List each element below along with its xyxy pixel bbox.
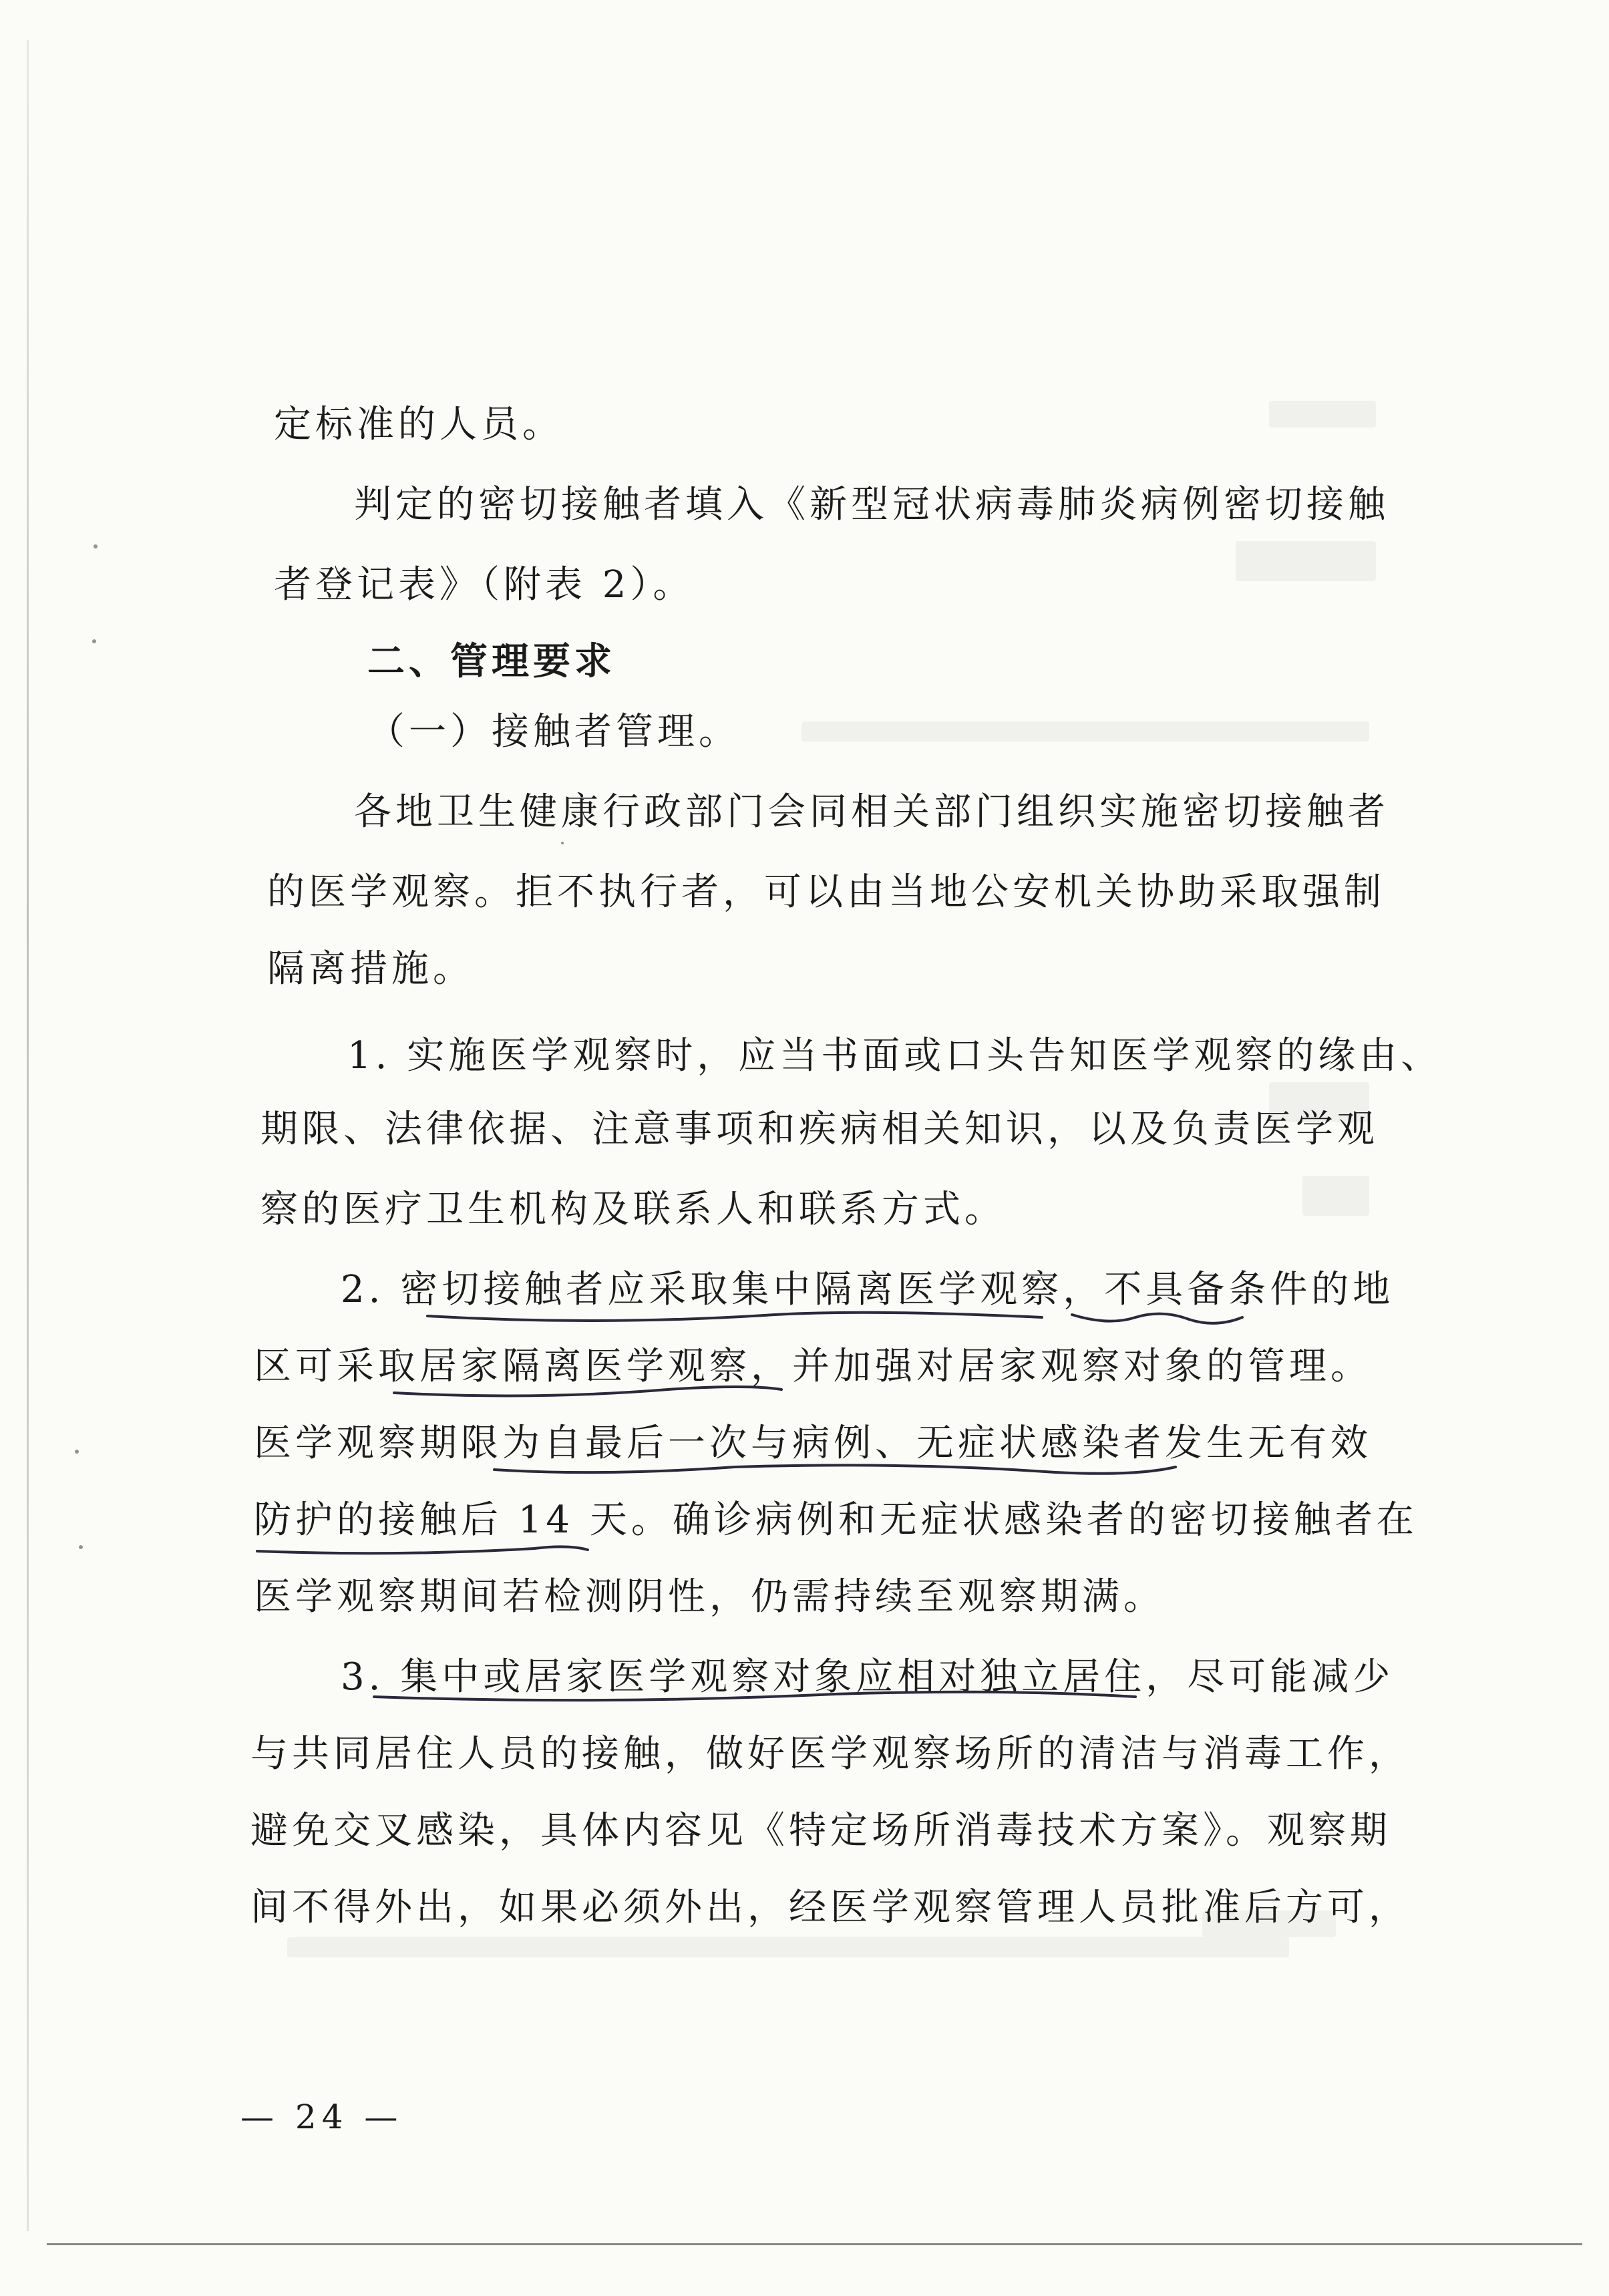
scan-edge bbox=[27, 40, 29, 2231]
body-line: 各地卫生健康行政部门会同相关部门组织实施密切接触者 bbox=[354, 790, 1389, 834]
scan-speck bbox=[79, 1545, 83, 1549]
body-line: 者登记表》（附表 2）。 bbox=[274, 563, 695, 607]
body-line: 与共同居住人员的接触，做好医学观察场所的清洁与消毒工作， bbox=[250, 1732, 1410, 1776]
body-line: 医学观察期间若检测阴性，仍需持续至观察期满。 bbox=[254, 1575, 1165, 1619]
body-line: 避免交叉感染，具体内容见《特定场所消毒技术方案》。观察期 bbox=[250, 1809, 1391, 1852]
body-line: 隔离措施。 bbox=[267, 947, 474, 991]
body-line: 3. 集中或居家医学观察对象应相对独立居住，尽可能减少 bbox=[341, 1655, 1395, 1699]
bleed-through bbox=[1302, 1176, 1369, 1216]
body-line: 察的医疗卫生机构及联系人和联系方式。 bbox=[260, 1188, 1006, 1231]
body-line: 间不得外出，如果必须外出，经医学观察管理人员批准后方可， bbox=[250, 1886, 1410, 1929]
body-line: 区可采取居家隔离医学观察，并加强对居家观察对象的管理。 bbox=[254, 1345, 1372, 1388]
subsection-heading: （一）接触者管理。 bbox=[367, 710, 740, 754]
section-heading: 二、管理要求 bbox=[367, 640, 616, 683]
body-line: 期限、法律依据、注意事项和疾病相关知识，以及负责医学观 bbox=[260, 1108, 1379, 1151]
body-line: 医学观察期限为自最后一次与病例、无症状感染者发生无有效 bbox=[254, 1422, 1372, 1465]
body-line: 防护的接触后 14 天。确诊病例和无症状感染者的密切接触者在 bbox=[254, 1498, 1418, 1542]
page-number: — 24 — bbox=[240, 2098, 403, 2136]
bleed-through bbox=[1269, 401, 1376, 428]
body-line: 2. 密切接触者应采取集中隔离医学观察，不具备条件的地 bbox=[341, 1268, 1395, 1311]
scan-speck bbox=[92, 639, 96, 643]
body-line: 的医学观察。拒不执行者，可以由当地公安机关协助采取强制 bbox=[267, 870, 1385, 914]
bleed-through bbox=[1236, 541, 1376, 581]
scan-speck bbox=[94, 544, 98, 548]
body-line: 判定的密切接触者填入《新型冠状病毒肺炎病例密切接触 bbox=[354, 483, 1389, 526]
scan-speck bbox=[75, 1450, 79, 1454]
body-line: 定标准的人员。 bbox=[274, 403, 564, 446]
body-line: 1. 实施医学观察时，应当书面或口头告知医学观察的缘由、 bbox=[347, 1034, 1443, 1078]
scan-bottom-rule bbox=[47, 2243, 1582, 2245]
bleed-through bbox=[801, 721, 1369, 742]
